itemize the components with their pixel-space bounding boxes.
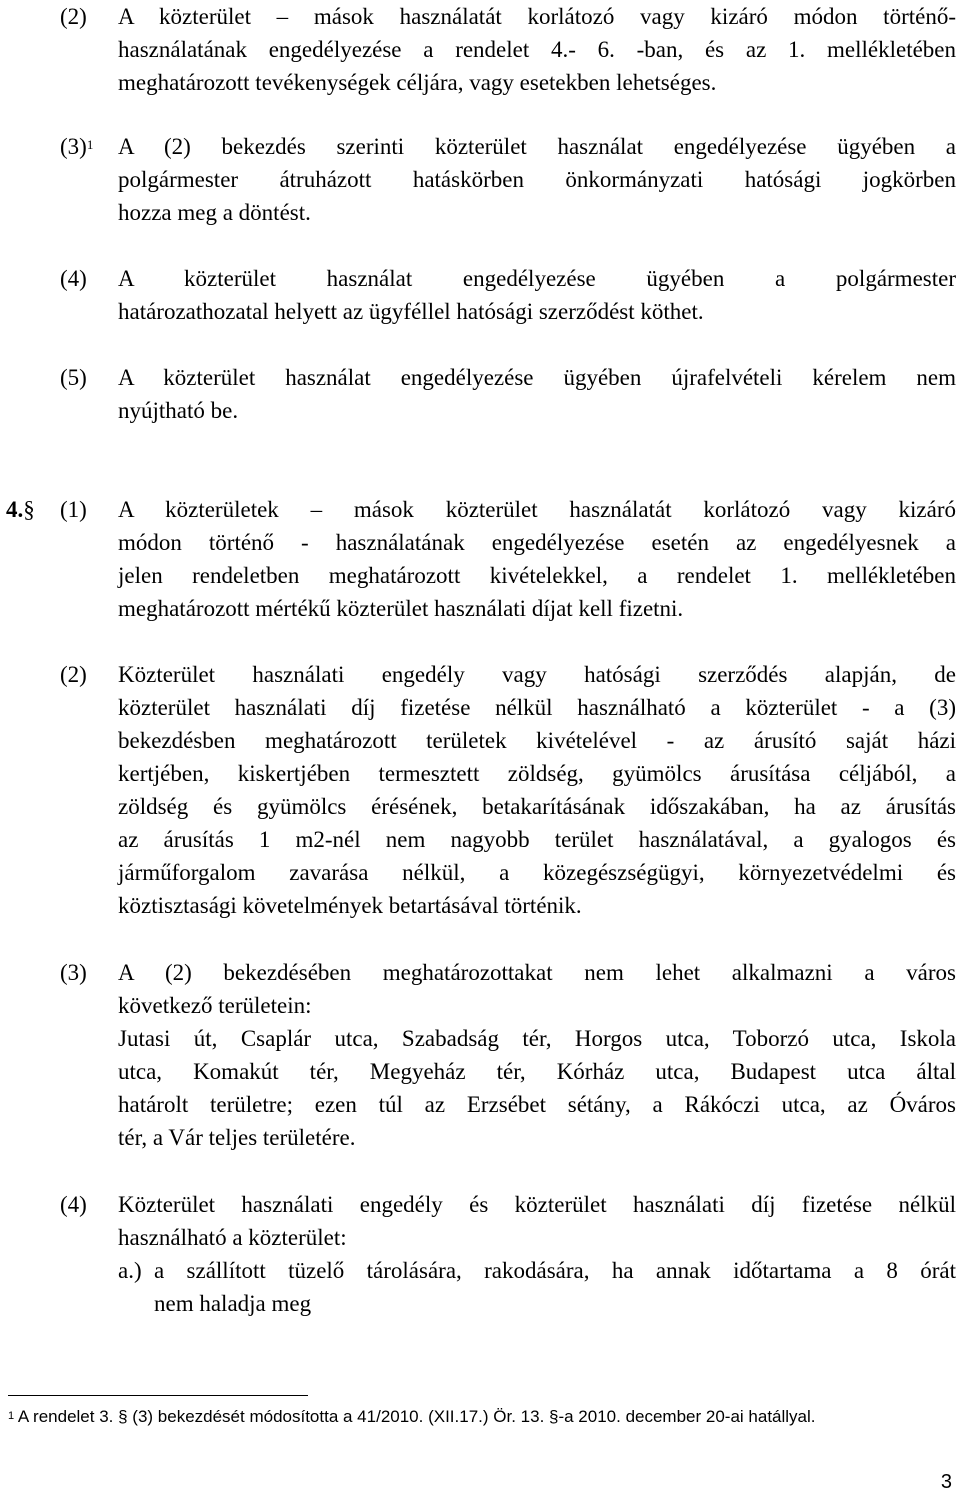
paragraph-line: közterület használati díj fizetése nélkül használható a közterület - a (3) bbox=[118, 695, 956, 720]
paragraph-line: jelen rendeletben meghatározott kivételekkel, a rendelet 1. mellékletében bbox=[118, 563, 956, 588]
paragraph-line: az árusítás 1 m2-nél nem nagyobb terület használatával, a gyalogos és bbox=[118, 827, 956, 852]
section-sign: § bbox=[23, 497, 35, 522]
paragraph-line: köztisztasági követelmények betartásával történik. bbox=[118, 893, 582, 918]
paragraph-line: A (2) bekezdés szerinti közterület használat engedélyezése ügyében a bbox=[118, 134, 956, 159]
footnote-text: A rendelet 3. § (3) bekezdését módosította a 41/2010. (XII.17.) Ör. 13. §-a 2010. december 20-ai hatállyal. bbox=[17, 1407, 816, 1426]
paragraph-number: (4) bbox=[60, 1192, 87, 1217]
paragraph-line: határozathozatal helyett az ügyféllel hatósági szerződést köthet. bbox=[118, 299, 704, 324]
paragraph-line: határolt területre; ezen túl az Erzsébet sétány, a Rákóczi utca, az Óváros bbox=[118, 1092, 956, 1117]
paragraph-number: (5) bbox=[60, 365, 87, 390]
paragraph-line: nyújtható be. bbox=[118, 398, 239, 423]
paragraph-line: használatának engedélyezése a rendelet 4.- 6. -ban, és az 1. mellékletében bbox=[118, 37, 956, 62]
paragraph-line: polgármester átruházott hatáskörben önkormányzati hatósági jogkörben bbox=[118, 167, 956, 192]
paragraph-line: meghatározott mértékű közterület használati díjat kell fizetni. bbox=[118, 596, 684, 621]
list-item-line: a szállított tüzelő tárolására, rakodására, ha annak időtartama a 8 órát bbox=[154, 1258, 956, 1283]
paragraph-line: A (2) bekezdésében meghatározottakat nem lehet alkalmazni a város bbox=[118, 960, 956, 985]
paragraph-line: kertjében, kiskertjében termesztett zöldség, gyümölcs árusítása céljából, a bbox=[118, 761, 956, 786]
paragraph-line: A közterület használat engedélyezése ügyében újrafelvételi kérelem nem bbox=[118, 365, 956, 390]
footnote-reference[interactable]: 1 bbox=[86, 137, 94, 152]
paragraph-line: következő területein: bbox=[118, 993, 312, 1018]
paragraph-line: bekezdésben meghatározott területek kivételével - az árusító saját házi bbox=[118, 728, 956, 753]
paragraph-line: használható a közterület: bbox=[118, 1225, 347, 1250]
footnote bbox=[8, 1405, 816, 1429]
paragraph-line: zöldség és gyümölcs érésének, betakarításának időszakában, ha az árusítás bbox=[118, 794, 956, 819]
paragraph-number: (3) bbox=[60, 960, 87, 985]
paragraph-line: A közterület – mások használatát korlátozó vagy kizáró módon történő- bbox=[118, 4, 956, 29]
page-number: 3 bbox=[940, 1471, 952, 1493]
paragraph-line: Közterület használati engedély vagy hatósági szerződés alapján, de bbox=[118, 662, 956, 687]
paragraph-line: meghatározott tevékenységek céljára, vagy esetekben lehetséges. bbox=[118, 70, 717, 95]
list-item-label: a.) bbox=[118, 1258, 142, 1283]
paragraph-number: (2) bbox=[60, 662, 87, 687]
paragraph-number: (1) bbox=[60, 497, 87, 522]
list-item-a bbox=[118, 1254, 956, 1320]
paragraph-number: (4) bbox=[60, 266, 87, 291]
paragraph-line: tér, a Vár teljes területére. bbox=[118, 1125, 356, 1150]
paragraph-line: A közterületek – mások közterület használatát korlátozó vagy kizáró bbox=[118, 497, 956, 522]
section-number: 4. bbox=[6, 497, 24, 522]
paragraph-line: A közterület használat engedélyezése ügyében a polgármester bbox=[118, 266, 956, 291]
footnote-number: 1 bbox=[8, 1410, 15, 1422]
paragraph-number: (2) bbox=[60, 4, 87, 29]
paragraph-line: utca, Komakút tér, Megyeház tér, Kórház utca, Budapest utca által bbox=[118, 1059, 956, 1084]
paragraph-line: hozza meg a döntést. bbox=[118, 200, 311, 225]
paragraph-number: (3) bbox=[60, 134, 87, 159]
footnote-separator bbox=[8, 1395, 308, 1396]
section-heading bbox=[6, 493, 35, 526]
list-item-line: nem haladja meg bbox=[154, 1291, 312, 1316]
paragraph-line: járműforgalom zavarása nélkül, a közegészségügyi, környezetvédelmi és bbox=[118, 860, 956, 885]
paragraph-line: Közterület használati engedély és közterület használati díj fizetése nélkül bbox=[118, 1192, 956, 1217]
paragraph-line: módon történő - használatának engedélyezése esetén az engedélyesnek a bbox=[118, 530, 956, 555]
paragraph-line: Jutasi út, Csaplár utca, Szabadság tér, Horgos utca, Toborzó utca, Iskola bbox=[118, 1026, 956, 1051]
